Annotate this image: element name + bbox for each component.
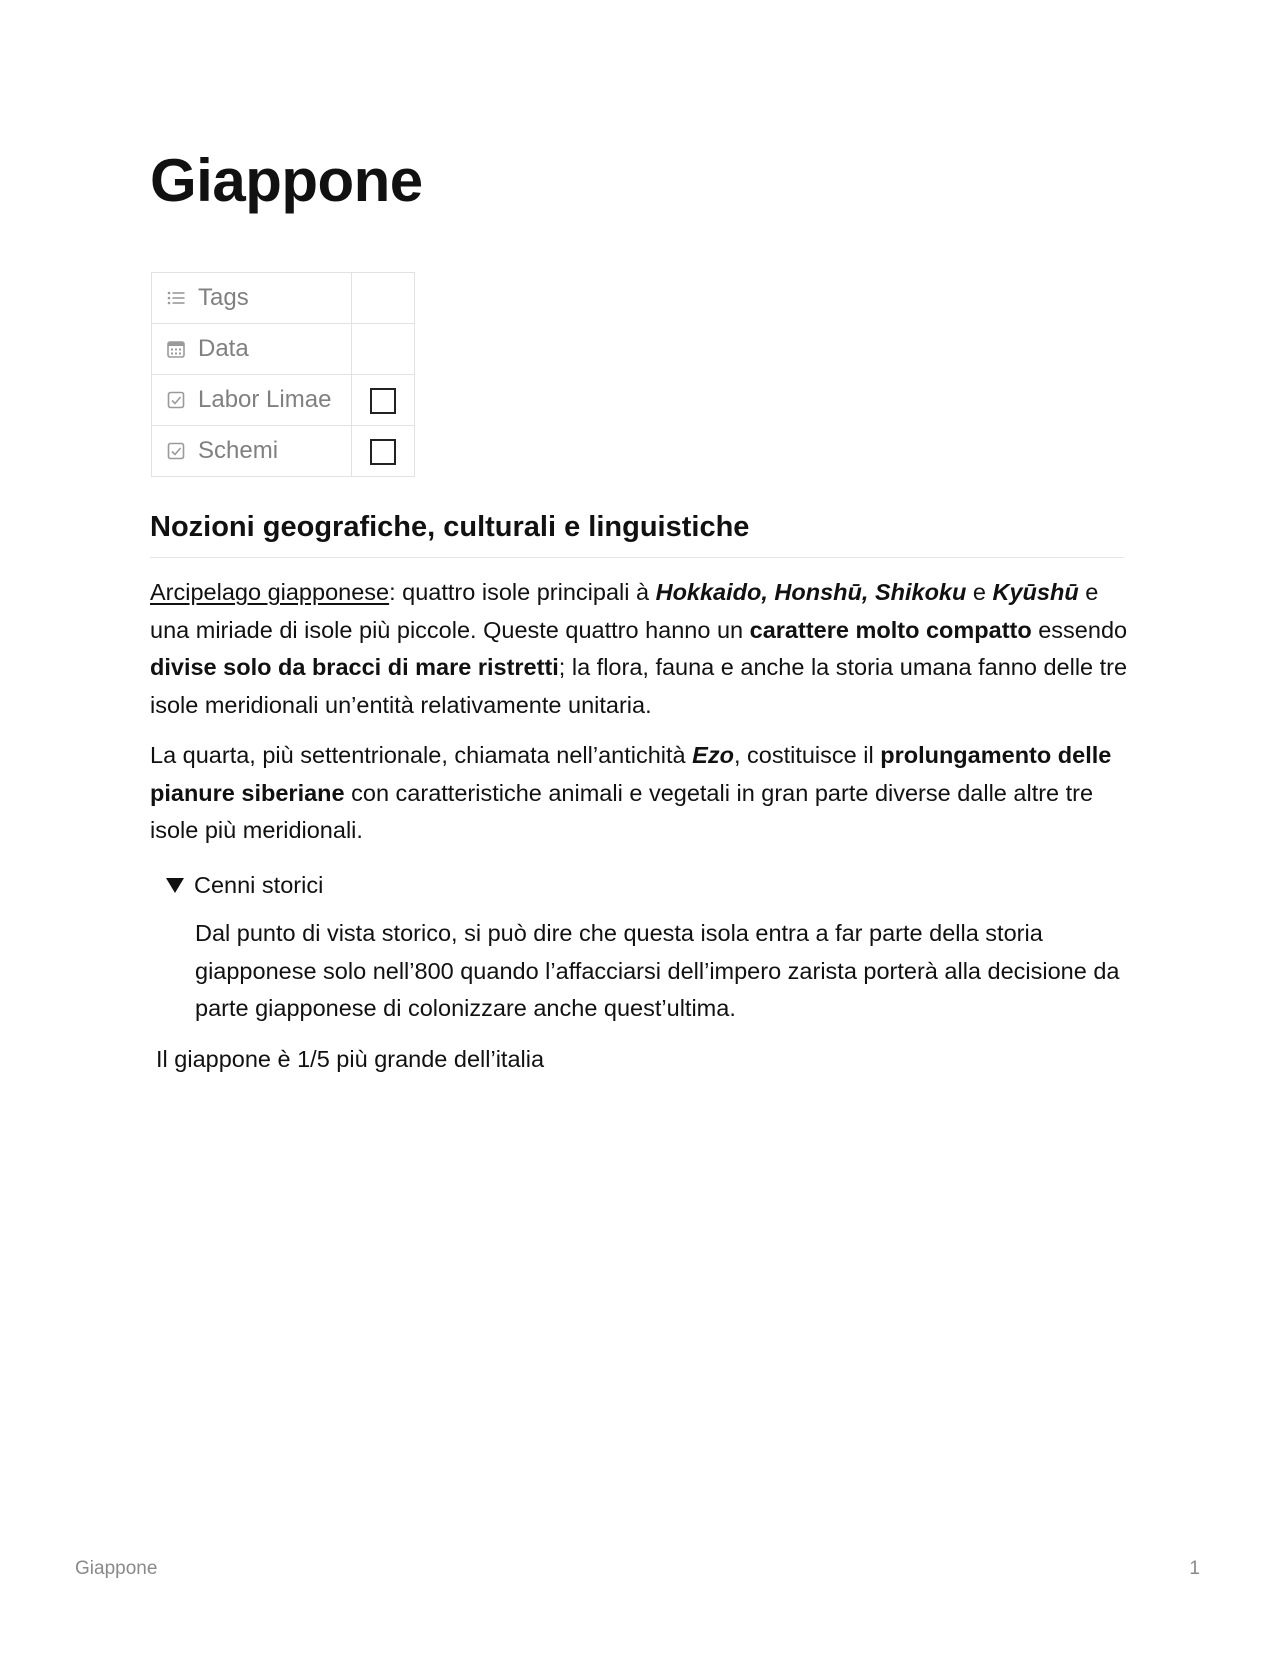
- text-span: e: [966, 579, 993, 605]
- property-label: Tags: [198, 284, 249, 311]
- text-span: essendo: [1031, 616, 1128, 643]
- text-span: , costituisce il: [733, 742, 881, 768]
- text-span: : quattro isole principali à: [389, 579, 656, 605]
- paragraph-dimensioni: Il giappone è 1/5 più grande dell’italia: [156, 1046, 545, 1072]
- toggle-content: Dal punto di vista storico, si può dire che questa isola entra a far parte della storia giapponese solo nell’800 quando l’affacciarsi dell’impero zarista porterà alla decisione da parte giapponese di colonizzare anche quest’ultima.: [195, 920, 1120, 1021]
- property-row-tags: [152, 273, 415, 324]
- property-value-data[interactable]: [352, 324, 415, 375]
- property-row-labor-limae: [152, 375, 415, 426]
- checkbox-icon: [166, 390, 186, 410]
- text-span: e una miriade di isole più piccole. Queste quattro hanno un: [150, 579, 1099, 643]
- islands-emphasis: Hokkaido, Honshū, Shikoku: [655, 579, 967, 605]
- property-name-cell: [152, 426, 352, 477]
- page-title: Giappone: [150, 147, 423, 214]
- toggle-label: Cenni storici: [194, 872, 324, 898]
- properties-table: [151, 272, 415, 477]
- bold-text: divise solo da bracci di mare ristretti: [150, 654, 559, 680]
- footer-title: Giappone: [75, 1558, 158, 1579]
- property-name-cell: [152, 273, 352, 324]
- paragraph-arcipelago: [150, 574, 1130, 724]
- checkbox-icon: [166, 441, 186, 461]
- property-value-cell: [352, 426, 415, 477]
- toggle-cenni-storici[interactable]: [166, 867, 323, 905]
- bold-text: carattere molto compatto: [749, 616, 1032, 643]
- footer-page-number: 1: [1189, 1558, 1200, 1579]
- property-name-cell: [152, 375, 352, 426]
- text-span: con caratteristiche animali e vegetali in gran parte diverse dalle altre tre isole più meridionali.: [150, 779, 1094, 843]
- property-label: Data: [198, 335, 249, 362]
- triangle-down-icon[interactable]: [166, 878, 184, 893]
- list-icon: [166, 288, 186, 308]
- schemi-checkbox[interactable]: [370, 439, 396, 465]
- property-value-tags[interactable]: [352, 273, 415, 324]
- property-label: Schemi: [198, 437, 279, 464]
- text-span: La quarta, più settentrionale, chiamata nell’antichità: [150, 742, 693, 768]
- ezo-emphasis: Ezo: [692, 742, 734, 768]
- paragraph-ezo: [150, 737, 1130, 850]
- section-heading: Nozioni geografiche, culturali e linguistiche: [150, 510, 1124, 558]
- calendar-icon: [166, 339, 186, 359]
- labor-limae-checkbox[interactable]: [370, 388, 396, 414]
- property-name-cell: [152, 324, 352, 375]
- property-row-schemi: [152, 426, 415, 477]
- property-row-data: [152, 324, 415, 375]
- bold-text: prolungamento delle pianure siberiane: [150, 742, 1112, 806]
- property-label: Labor Limae: [198, 386, 332, 413]
- text-span: ; la flora, fauna e anche la storia umana fanno delle tre isole meridionali un’entità relativamente unitaria.: [150, 654, 1128, 718]
- property-value-cell: [352, 375, 415, 426]
- arcipelago-link[interactable]: Arcipelago giapponese: [150, 579, 390, 605]
- kyushu-emphasis: Kyūshū: [992, 579, 1079, 605]
